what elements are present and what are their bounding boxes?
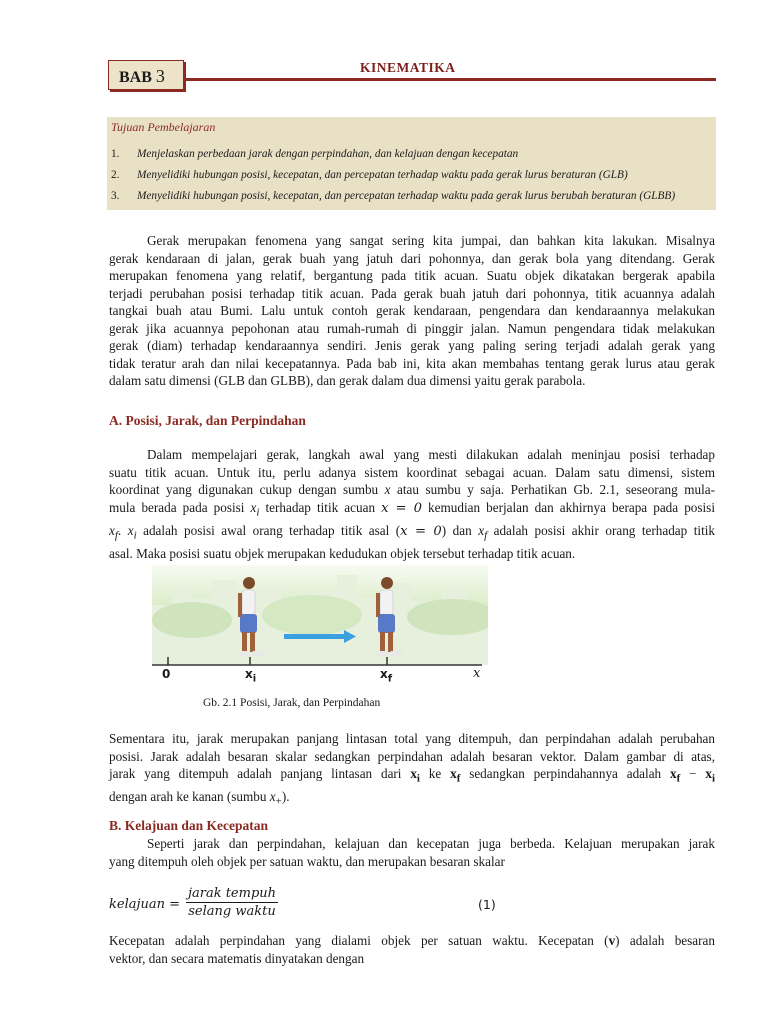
text-run: sedangkan perpindahannya adalah xyxy=(460,766,670,781)
text-run: terhadap titik acuan xyxy=(259,499,382,515)
chapter-badge xyxy=(108,60,184,90)
label-var: x xyxy=(380,667,388,681)
text-line xyxy=(109,788,715,811)
text-line xyxy=(109,481,715,499)
text-line: Sementara itu, jarak merupakan panjang lintasan total yang ditempuh, dan perpindahan adalah perubahan xyxy=(109,731,715,746)
objective-text: Menjelaskan perbedaan jarak dengan perpindahan, dan kelajuan dengan kecepatan xyxy=(137,148,519,160)
text-run: adalah posisi akhir orang terhadap titik xyxy=(487,522,715,538)
figure-illustration xyxy=(152,565,488,665)
math-var: x xyxy=(669,766,677,781)
axis-origin-label: 0 xyxy=(162,667,171,681)
text-line xyxy=(109,499,715,522)
section-heading-a: A. Posisi, Jarak, dan Perpindahan xyxy=(109,413,306,428)
math-expr: x = 0 xyxy=(381,500,422,516)
math-var: x xyxy=(250,499,257,515)
text-line: merupakan fenomena yang relatif, bergantung pada titik acuan. Suatu objek dikatakan bergerak apabila xyxy=(109,268,715,283)
math-var: x xyxy=(450,766,457,781)
math-sub: i xyxy=(133,529,137,542)
objective-number: 1. xyxy=(111,148,120,160)
equation-number: (1) xyxy=(478,897,496,912)
math-expr: x = 0 xyxy=(400,523,442,539)
math-sub: i xyxy=(416,772,420,785)
math-var: x xyxy=(127,522,134,538)
text-run: . xyxy=(117,522,128,538)
intro-paragraph xyxy=(109,232,715,390)
equation-fraction xyxy=(186,886,278,919)
text-run: ke xyxy=(419,766,451,781)
text-run: jarak yang ditempuh adalah panjang lintasan dari xyxy=(109,766,411,781)
text-line: Gerak merupakan fenomena yang sangat sering kita jumpai, dan bahkan kita lakukan. Misalnya xyxy=(147,233,715,248)
objective-item xyxy=(111,169,628,181)
math-sub: f xyxy=(484,529,488,542)
math-sub: f xyxy=(114,529,118,542)
math-var: x xyxy=(410,766,417,781)
objective-item xyxy=(111,190,675,202)
chapter-number: 3 xyxy=(155,66,165,86)
objective-text: Menyelidiki hubungan posisi, kecepatan, dan percepatan terhadap waktu pada gerak lurus beraturan (GLB) xyxy=(137,169,628,181)
text-run: adalah posisi awal orang terhadap titik asal ( xyxy=(136,522,401,538)
text-line xyxy=(109,932,715,950)
text-run: Kecepatan adalah perpindahan yang dialami objek per satuan waktu. Kecepatan ( xyxy=(109,933,609,948)
text-line: dalam satu dimensi (GLB dan GLBB), dan gerak dalam dua dimensi yaitu gerak parabola. xyxy=(109,373,586,388)
text-line: Dalam mempelajari gerak, langkah awal yang mesti dilakukan adalah meninjau posisi terhadap xyxy=(147,447,715,462)
header-rule xyxy=(186,78,716,81)
text-line xyxy=(109,522,715,545)
text-line: gerak kendaraan di jalan, gerak buah yang jatuh dari pohonnya, dan gerak bola yang ditendang. Gerak xyxy=(109,250,715,266)
math-var: x xyxy=(109,522,115,538)
objective-item xyxy=(111,148,518,160)
objective-number: 2. xyxy=(111,169,120,181)
text-line: vektor, dan secara matematis dinyatakan dengan xyxy=(109,950,365,966)
label-sub: f xyxy=(387,673,393,685)
objective-number: 3. xyxy=(111,190,120,202)
text-run: mula berada pada posisi xyxy=(109,499,251,515)
text-run: kemudian berjalan dan akhirnya berapa pada posisi xyxy=(421,499,715,515)
math-sub: f xyxy=(676,772,681,785)
text-line: suatu titik acuan. Untuk itu, perlu adanya sistem koordinat sebagai acuan. Dalam satu dimensi, sistem xyxy=(109,464,715,480)
text-run: ). xyxy=(281,789,290,805)
text-line: yang ditempuh oleh objek per satuan waktu, dan merupakan besaran skalar xyxy=(109,853,505,869)
section-a-paragraph xyxy=(109,446,715,562)
text-line: Seperti jarak dan perpindahan, kelajuan dan kecepatan juga berbeda. Kelajuan merupakan jarak xyxy=(147,836,715,851)
text-run: dengan arah ke kanan (sumbu xyxy=(109,789,270,805)
tree-shape xyxy=(152,602,232,638)
math-sub: f xyxy=(456,772,461,785)
text-line xyxy=(109,765,715,788)
text-line: tangkai buah atau Bumi. Lalu untuk contoh gerak kendaraan, pengendara dan kendaraannya melakukan xyxy=(109,303,715,318)
label-sub: i xyxy=(252,673,257,685)
distance-paragraph xyxy=(109,730,715,811)
math-var: x xyxy=(269,789,276,805)
math-sub: i xyxy=(711,772,716,785)
axis-x-label: x xyxy=(473,666,481,681)
chapter-title: KINEMATIKA xyxy=(360,60,456,75)
text-run: ) dan xyxy=(441,522,479,538)
math-sub: + xyxy=(275,795,282,808)
objective-text: Menyelidiki hubungan posisi, kecepatan, dan percepatan terhadap waktu pada gerak lurus berubah beraturan (GLBB) xyxy=(137,190,676,202)
text-run: koordinat yang digunakan cukup dengan sumbu xyxy=(109,482,385,497)
tree-shape xyxy=(262,595,362,635)
text-line: posisi. Jarak adalah besaran skalar sedangkan perpindahan adalah besaran vektor. Dalam gambar di atas, xyxy=(109,748,715,764)
text-run: ) adalah besaran xyxy=(615,933,715,948)
velocity-paragraph xyxy=(109,932,715,967)
figure-background xyxy=(152,565,488,665)
equation-lhs: kelajuan = xyxy=(109,897,181,912)
position-axis xyxy=(152,655,492,685)
equation-denominator: selang waktu xyxy=(188,904,276,919)
axis-xf-label xyxy=(380,667,392,684)
chapter-label: BAB xyxy=(119,69,152,86)
text-line: asal. Maka posisi suatu objek merupakan kedudukan objek tersebut terhadap titik acuan. xyxy=(109,545,576,561)
text-line: gerak jika acuannya pepohonan atau rumah-rumah di pinggir jalan. Namun pengendara tidak melakukan xyxy=(109,320,715,336)
math-sub: i xyxy=(256,506,260,519)
section-heading-b: B. Kelajuan dan Kecepatan xyxy=(109,818,269,833)
figure-caption: Gb. 2.1 Posisi, Jarak, dan Perpindahan xyxy=(203,697,381,709)
text-line: terjadi perubahan posisi terhadap titik acuan. Pada gerak buah jatuh dari pohonnya, titik acuannya adalah xyxy=(109,285,715,301)
objectives-heading: Tujuan Pembelajaran xyxy=(111,120,216,134)
math-operator: − xyxy=(680,766,706,781)
math-var: x xyxy=(705,766,712,781)
label-var: x xyxy=(245,667,253,681)
section-b-paragraph xyxy=(109,835,715,870)
math-var: v xyxy=(608,933,616,948)
math-var: x xyxy=(384,482,391,497)
math-var: x xyxy=(478,522,485,538)
axis-xi-label xyxy=(245,667,256,684)
text-line: tidak teratur arah dan nilai kecepatannya. Pada bab ini, kita akan membahas tentang gerak lurus atau gerak xyxy=(109,355,715,371)
text-run: atau sumbu y saja. Perhatikan Gb. 2.1, seseorang mula- xyxy=(390,482,716,497)
equation-numerator: jarak tempuh xyxy=(187,886,277,901)
text-line: gerak (diam) terhadap kendaraannya sendiri. Jenis gerak yang paling sering terjadi adalah gerak yang xyxy=(109,338,715,353)
